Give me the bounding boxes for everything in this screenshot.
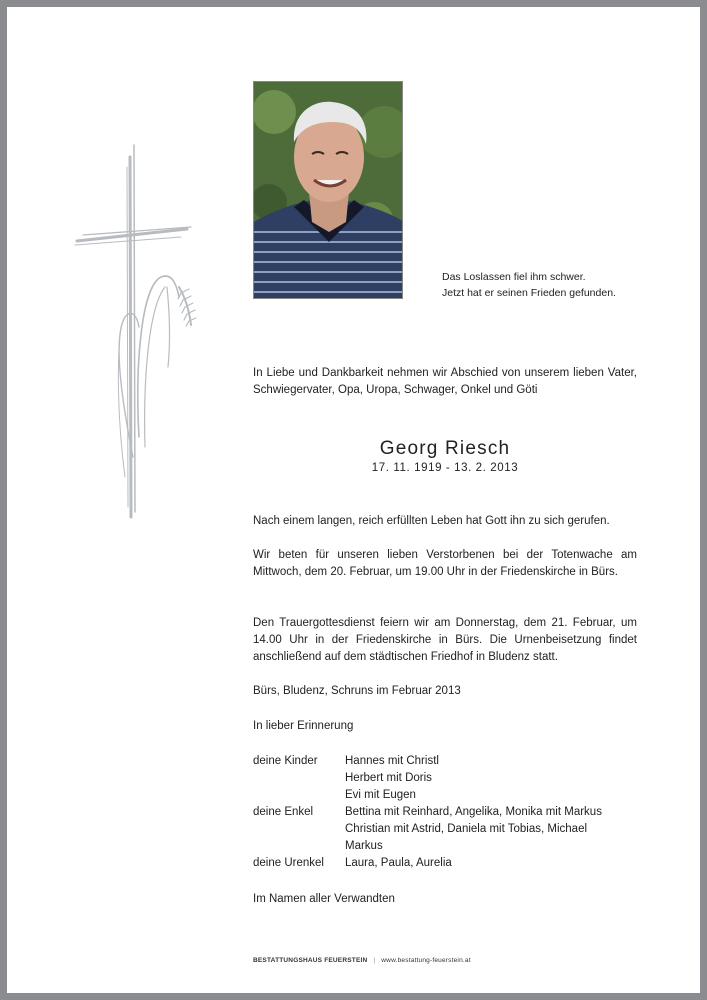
paragraph-funeral: Den Trauergottesdienst feiern wir am Donnerstag, dem 21. Februar, um 14.00 Uhr in der Friedenskirche in Bürs. Die Urnenbeisetzung findet anschließend auf dem städtischen Friedhof in Bludenz statt. xyxy=(253,617,637,663)
portrait-illustration xyxy=(254,82,403,299)
obituary-page xyxy=(7,7,700,993)
family-name: Bettina mit Reinhard, Angelika, Monika mit Markus xyxy=(345,806,602,818)
paragraph-called-home: Nach einem langen, reich erfüllten Leben hat Gott ihn zu sich gerufen. xyxy=(253,515,610,527)
paragraph-wake: Wir beten für unseren lieben Verstorbenen bei der Totenwache am Mittwoch, dem 20. Februar, um 19.00 Uhr in der Friedenskirche in Bürs. xyxy=(253,549,637,578)
deceased-name: Georg Riesch xyxy=(379,438,511,459)
quote xyxy=(442,269,616,301)
closing-line: Im Namen aller Verwandten xyxy=(253,893,395,905)
portrait-photo xyxy=(253,81,403,299)
family-label: deine Urenkel xyxy=(253,857,324,869)
remembrance-line: In lieber Erinnerung xyxy=(253,720,354,732)
family-name: Evi mit Eugen xyxy=(345,789,416,801)
quote-line-1: Das Loslassen fiel ihm schwer. xyxy=(442,271,586,283)
footer-separator: | xyxy=(373,957,376,964)
funeral-home-name: BESTATTUNGSHAUS FEUERSTEIN xyxy=(253,957,368,964)
cross-with-wheat-icon xyxy=(73,137,213,527)
family-name: Laura, Paula, Aurelia xyxy=(345,857,452,869)
footer xyxy=(253,957,471,964)
quote-line-2: Jetzt hat er seinen Frieden gefunden. xyxy=(442,287,616,299)
family-name: Markus xyxy=(345,840,383,852)
intro-text: In Liebe und Dankbarkeit nehmen wir Abschied von unserem lieben Vater, Schwiegervater, Opa, Uropa, Schwager, Onkel und Göti xyxy=(253,367,637,396)
family-name: Herbert mit Doris xyxy=(345,772,432,784)
family-name: Hannes mit Christl xyxy=(345,755,439,767)
place-date-line: Bürs, Bludenz, Schruns im Februar 2013 xyxy=(253,685,461,697)
family-label: deine Enkel xyxy=(253,806,314,818)
family-list xyxy=(253,753,637,872)
family-row-great-grandchildren xyxy=(253,855,637,872)
footer-url-link[interactable]: www.bestattung-feuerstein.at xyxy=(381,957,471,964)
family-label: deine Kinder xyxy=(253,755,318,767)
family-name: Christian mit Astrid, Daniela mit Tobias, Michael xyxy=(345,823,588,835)
family-row-grandchildren xyxy=(253,804,637,855)
life-dates: 17. 11. 1919 - 13. 2. 2013 xyxy=(371,462,519,474)
family-row-children xyxy=(253,753,637,804)
